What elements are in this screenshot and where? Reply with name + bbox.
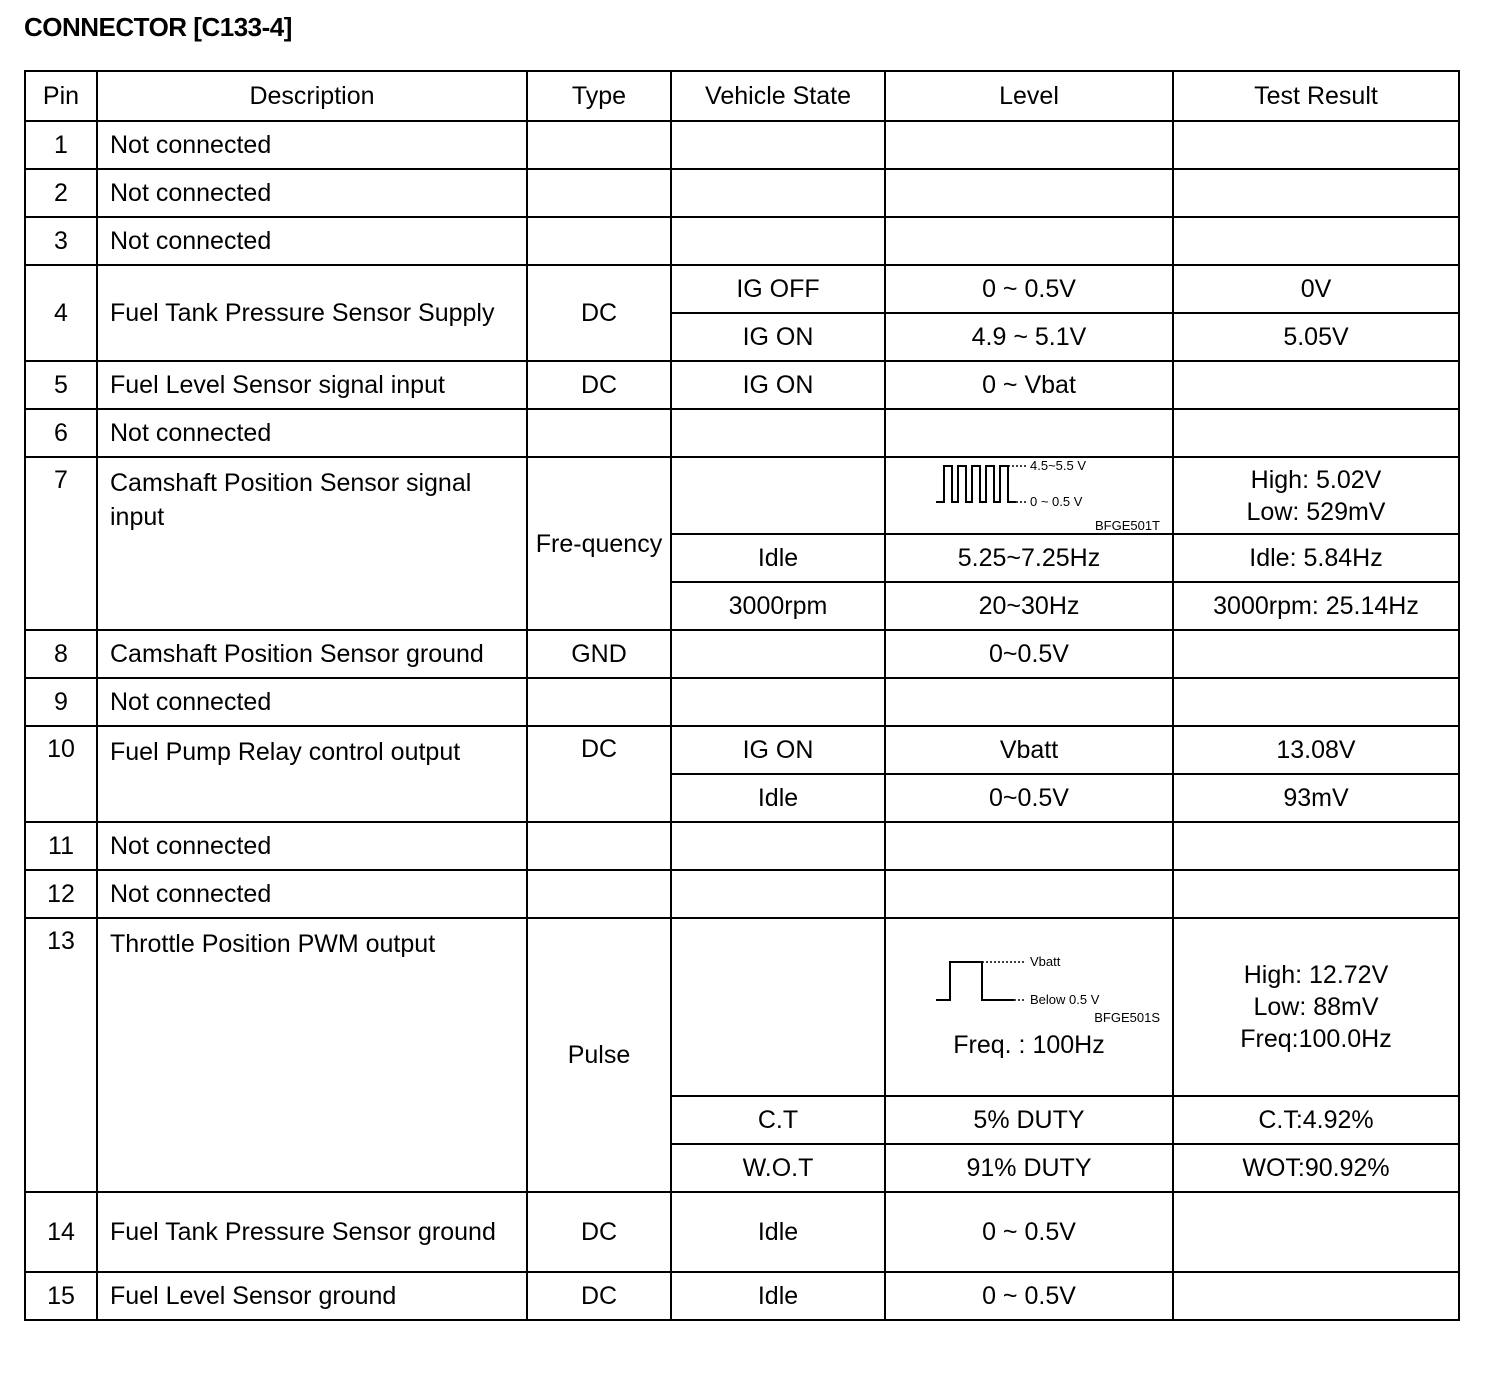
header-type: Type: [527, 71, 671, 121]
description-cell: Not connected: [97, 169, 527, 217]
vehicle-state-cell: IG ON: [671, 726, 885, 774]
pin-cell: 3: [25, 217, 97, 265]
table-row: [25, 121, 1459, 169]
type-cell: DC: [527, 726, 671, 822]
level-cell: 0~0.5V: [885, 630, 1173, 678]
table-row: [25, 1192, 1459, 1272]
square-wave-diagram: [934, 458, 1124, 518]
vehicle-state-cell: IG ON: [671, 361, 885, 409]
table-row: [25, 265, 1459, 313]
waveform-cell: [885, 457, 1173, 534]
header-test-result: Test Result: [1173, 71, 1459, 121]
pin-cell: 11: [25, 822, 97, 870]
figure-code: BFGE501S: [1094, 1010, 1160, 1025]
table-row: [25, 217, 1459, 265]
test-result-cell: 5.05V: [1173, 313, 1459, 361]
level-cell: 0 ~ 0.5V: [885, 1192, 1173, 1272]
pin-cell: 10: [25, 726, 97, 822]
type-cell: DC: [527, 1192, 671, 1272]
pin-cell: 5: [25, 361, 97, 409]
table-row: [25, 169, 1459, 217]
level-cell: 4.9 ~ 5.1V: [885, 313, 1173, 361]
table-row: [25, 630, 1459, 678]
pin-cell: 14: [25, 1192, 97, 1272]
type-cell: Pulse: [527, 918, 671, 1192]
description-cell: Not connected: [97, 121, 527, 169]
type-cell: GND: [527, 630, 671, 678]
pin-cell: 2: [25, 169, 97, 217]
table-row: [25, 678, 1459, 726]
level-cell: 5% DUTY: [885, 1096, 1173, 1144]
vehicle-state-cell: IG OFF: [671, 265, 885, 313]
type-cell: DC: [527, 265, 671, 361]
waveform-cell: [885, 918, 1173, 1096]
result-high: High: 5.02V: [1250, 465, 1382, 494]
wave-low-label: Below 0.5 V: [1030, 992, 1100, 1007]
description-cell: Not connected: [97, 678, 527, 726]
test-result-cell: Idle: 5.84Hz: [1173, 534, 1459, 582]
test-result-cell: C.T:4.92%: [1173, 1096, 1459, 1144]
header-level: Level: [885, 71, 1173, 121]
vehicle-state-cell: C.T: [671, 1096, 885, 1144]
table-row: [25, 726, 1459, 774]
header-description: Description: [97, 71, 527, 121]
pin-cell: 12: [25, 870, 97, 918]
level-cell: 0 ~ 0.5V: [885, 265, 1173, 313]
description-cell: Fuel Level Sensor ground: [97, 1272, 527, 1320]
result-high: High: 12.72V: [1243, 961, 1389, 989]
wave-high-label: Vbatt: [1030, 954, 1061, 969]
level-cell: 0~0.5V: [885, 774, 1173, 822]
header-pin: Pin: [25, 71, 97, 121]
description-cell: Fuel Tank Pressure Sensor ground: [97, 1192, 527, 1272]
result-frequency: Freq:100.0Hz: [1240, 1025, 1392, 1053]
description-cell: Fuel Tank Pressure Sensor Supply: [97, 265, 527, 361]
connector-title: CONNECTOR [C133-4]: [24, 12, 292, 42]
vehicle-state-cell: Idle: [671, 1192, 885, 1272]
table-row: [25, 1272, 1459, 1320]
description-cell: Not connected: [97, 217, 527, 265]
pin-cell: 7: [25, 457, 97, 630]
description-cell: Not connected: [97, 870, 527, 918]
result-low: Low: 529mV: [1246, 497, 1386, 526]
pin-cell: 8: [25, 630, 97, 678]
wave-low-label: 0 ~ 0.5 V: [1030, 494, 1083, 509]
description-cell: Fuel Pump Relay control output: [97, 726, 527, 822]
test-result-cell: [1173, 918, 1459, 1096]
level-cell: 20~30Hz: [885, 582, 1173, 630]
frequency-spec: Freq. : 100Hz: [953, 1031, 1105, 1059]
result-low: Low: 88mV: [1253, 993, 1379, 1021]
test-result-cell: 0V: [1173, 265, 1459, 313]
type-cell: Fre-quency: [527, 457, 671, 630]
table-row: [25, 361, 1459, 409]
vehicle-state-cell: Idle: [671, 774, 885, 822]
level-cell: Vbatt: [885, 726, 1173, 774]
vehicle-state-cell: Idle: [671, 1272, 885, 1320]
description-cell: Throttle Position PWM output: [97, 918, 527, 1192]
vehicle-state-cell: W.O.T: [671, 1144, 885, 1192]
table-row: [25, 822, 1459, 870]
level-cell: 91% DUTY: [885, 1144, 1173, 1192]
header-vehicle-state: Vehicle State: [671, 71, 885, 121]
pin-cell: 13: [25, 918, 97, 1192]
vehicle-state-cell: 3000rpm: [671, 582, 885, 630]
pin-cell: 4: [25, 265, 97, 361]
level-cell: 0 ~ Vbat: [885, 361, 1173, 409]
pin-cell: 6: [25, 409, 97, 457]
pin-cell: 9: [25, 678, 97, 726]
wave-high-label: 4.5~5.5 V: [1030, 458, 1087, 473]
figure-code: BFGE501T: [1094, 518, 1160, 533]
pulse-wave-diagram: [934, 954, 1124, 1010]
test-result-cell: [1173, 361, 1459, 409]
table-row: [25, 409, 1459, 457]
description-cell: Not connected: [97, 409, 527, 457]
test-result-cell: [1173, 457, 1459, 534]
type-cell: DC: [527, 361, 671, 409]
test-result-cell: 13.08V: [1173, 726, 1459, 774]
level-cell: 0 ~ 0.5V: [885, 1272, 1173, 1320]
description-cell: Camshaft Position Sensor ground: [97, 630, 527, 678]
level-cell: 5.25~7.25Hz: [885, 534, 1173, 582]
test-result-cell: 3000rpm: 25.14Hz: [1173, 582, 1459, 630]
pin-cell: 15: [25, 1272, 97, 1320]
description-cell: Camshaft Position Sensor signal input: [97, 457, 527, 630]
header-row: [25, 71, 1459, 121]
vehicle-state-cell: Idle: [671, 534, 885, 582]
pin-cell: 1: [25, 121, 97, 169]
type-cell: DC: [527, 1272, 671, 1320]
vehicle-state-cell: IG ON: [671, 313, 885, 361]
description-cell: Fuel Level Sensor signal input: [97, 361, 527, 409]
connector-pin-table: [24, 70, 1460, 1321]
table-row: [25, 457, 1459, 534]
description-cell: Not connected: [97, 822, 527, 870]
test-result-cell: 93mV: [1173, 774, 1459, 822]
test-result-cell: WOT:90.92%: [1173, 1144, 1459, 1192]
table-row: [25, 870, 1459, 918]
table-row: [25, 918, 1459, 1096]
